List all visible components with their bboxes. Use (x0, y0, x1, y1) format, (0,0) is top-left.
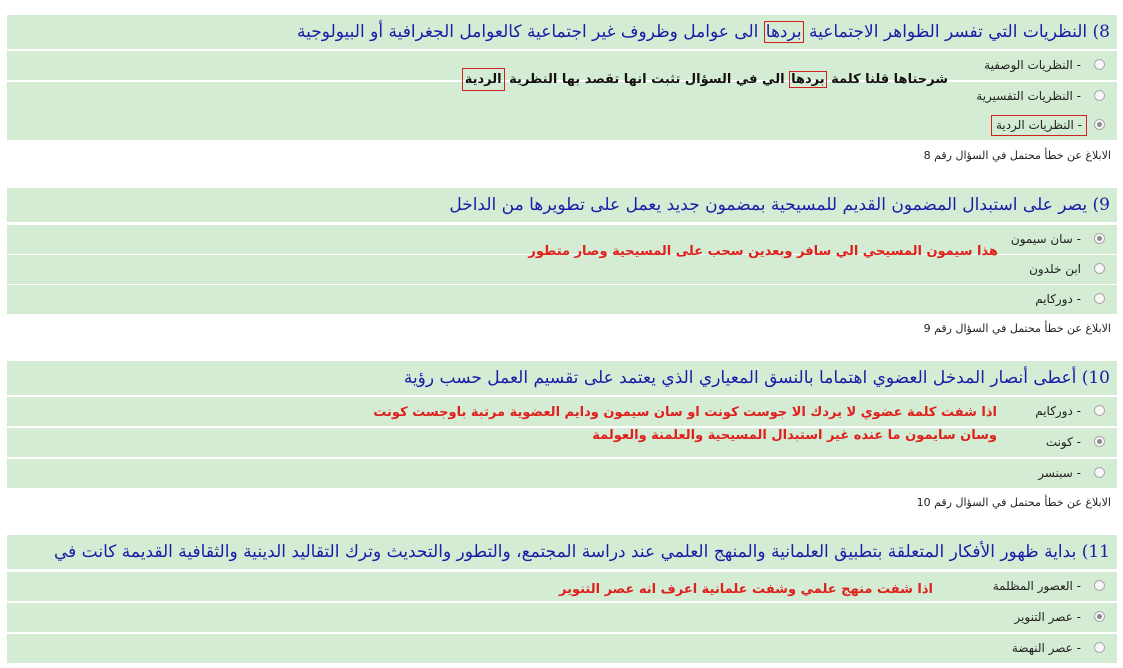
radio-button[interactable] (1094, 59, 1105, 70)
question-11-title: 11) بداية ظهور الأفكار المتعلقة بتطبيق العلمانية والمنهج العلمي عند دراسة المجتمع، والتطور والتحديث وترك التقاليد الدينية والثقافية القديمة كانت في (7, 535, 1117, 569)
question-8-highlight-word: بردها (765, 22, 802, 42)
option-label: - النظريات التفسيرية (976, 89, 1081, 103)
question-8-annotation (462, 70, 948, 90)
question-11-option-3[interactable] (7, 634, 1117, 663)
radio-button[interactable] (1094, 90, 1105, 101)
option-label: ابن خلدون (1029, 262, 1081, 276)
option-label: - عصر النهضة (1011, 641, 1081, 655)
annotation-highlight-1: بردها (791, 72, 825, 87)
radio-button-selected[interactable] (1094, 611, 1105, 622)
report-error-link[interactable]: الابلاغ عن خطأ محتمل في السؤال رقم 8 (923, 149, 1111, 162)
question-8-title (7, 15, 1117, 49)
option-label: - النظريات الوصفية (984, 58, 1081, 72)
option-label: - العصور المظلمة (992, 579, 1081, 593)
radio-button[interactable] (1094, 405, 1105, 416)
annotation-text: الي في السؤال تثبت انها تقصد بها النظرية (504, 72, 790, 87)
option-label: - دوركايم (1035, 404, 1081, 418)
option-label: - كونت (1045, 435, 1081, 449)
annotation-highlight-2: الردية (462, 68, 505, 91)
question-8-title-end: الى عوامل وظروف غير اجتماعية كالعوامل الجغرافية أو البيولوجية (297, 22, 764, 42)
question-8-option-3[interactable] (7, 111, 1117, 140)
radio-button[interactable] (1094, 580, 1105, 591)
question-11-option-2[interactable] (7, 603, 1117, 632)
question-10-option-3[interactable] (7, 459, 1117, 488)
question-10-annotation-line-2: وسان سايمون ما عنده غير استبدال المسيحية والعلمنة والعولمة (592, 428, 997, 443)
question-10-annotation-line-1: اذا شفت كلمة عضوي لا يردك الا جوست كونت او سان سيمون ودايم العضوية مرتبة باوجست كونت (373, 405, 997, 420)
question-9-annotation: هذا سيمون المسيحي الي سافر وبعدين سحب على المسيحية وصار متطور (528, 244, 998, 259)
radio-button-selected[interactable] (1094, 436, 1105, 447)
radio-button[interactable] (1094, 263, 1105, 274)
question-9-option-3[interactable] (7, 285, 1117, 314)
option-label: - عصر التنوير (1014, 610, 1081, 624)
option-label: - سان سيمون (1010, 232, 1081, 246)
report-error-link[interactable]: الابلاغ عن خطأ محتمل في السؤال رقم 10 (916, 496, 1111, 509)
option-label-highlighted: - النظريات الردية (991, 115, 1087, 136)
radio-button-selected[interactable] (1094, 119, 1105, 130)
question-8-title-start: 8) النظريات التي تفسر الظواهر الاجتماعية (803, 22, 1110, 42)
option-label: - دوركايم (1035, 292, 1081, 306)
radio-button[interactable] (1094, 293, 1105, 304)
radio-button[interactable] (1094, 467, 1105, 478)
radio-button[interactable] (1094, 642, 1105, 653)
question-10-title: 10) أعطى أنصار المدخل العضوي اهتماما بالنسق المعياري الذي يعتمد على تقسيم العمل حسب رؤية (7, 361, 1117, 395)
report-error-link[interactable]: الابلاغ عن خطأ محتمل في السؤال رقم 9 (923, 322, 1111, 335)
radio-button-selected[interactable] (1094, 233, 1105, 244)
option-label: - سبنسر (1038, 466, 1081, 480)
question-11-annotation: اذا شفت منهج علمي وشفت علمانية اعرف انه عصر التنوير (558, 582, 933, 597)
annotation-text: شرحناها قلنا كلمة (826, 72, 948, 87)
question-9-title: 9) يصر على استبدال المضمون القديم للمسيحية بمضمون جديد يعمل على تطويرها من الداخل (7, 188, 1117, 222)
